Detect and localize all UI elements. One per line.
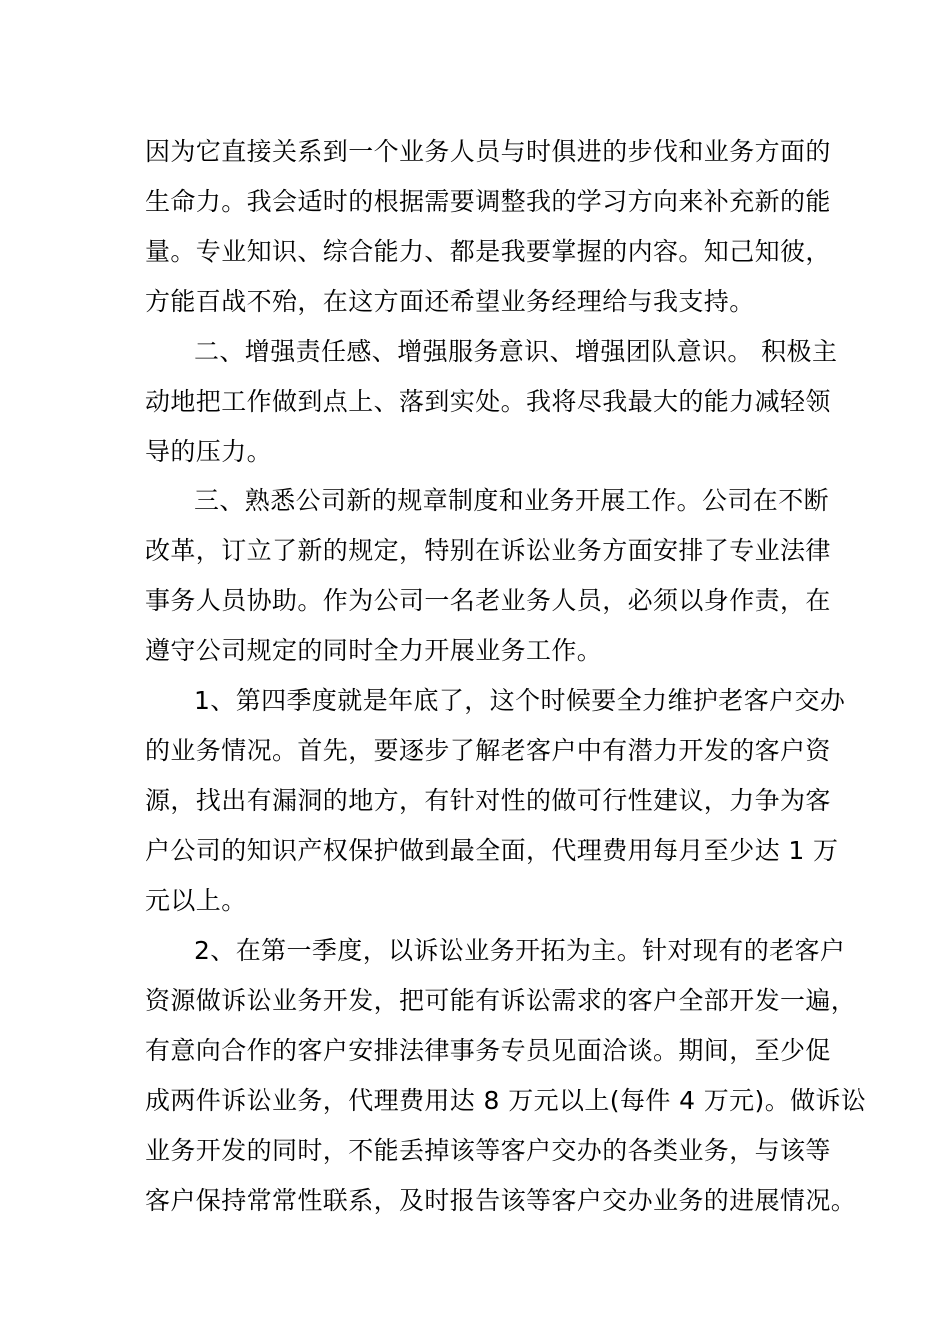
text-line: 改革，订立了新的规定，特别在诉讼业务方面安排了专业法律 bbox=[145, 536, 831, 565]
text-line: 量。专业知识、综合能力、都是我要掌握的内容。知己知彼， bbox=[145, 237, 831, 266]
text-line: 有意向合作的客户安排法律事务专员见面洽谈。期间，至少促 bbox=[145, 1036, 831, 1065]
text-line: 的业务情况。首先，要逐步了解老客户中有潜力开发的客户资 bbox=[145, 736, 831, 765]
text-line: 源，找出有漏洞的地方，有针对性的做可行性建议，力争为客 bbox=[145, 786, 831, 815]
text-line: 因为它直接关系到一个业务人员与时俱进的步伐和业务方面的 bbox=[145, 137, 831, 166]
text-line: 导的压力。 bbox=[145, 437, 273, 466]
text-line: 成两件诉讼业务，代理费用达 8 万元以上(每件 4 万元)。做诉讼 bbox=[145, 1086, 867, 1115]
text-line: 元以上。 bbox=[145, 886, 247, 915]
text-line: 生命力。我会适时的根据需要调整我的学习方向来补充新的能 bbox=[145, 187, 831, 216]
text-line: 户公司的知识产权保护做到最全面，代理费用每月至少达 1 万 bbox=[145, 836, 839, 865]
text-line: 动地把工作做到点上、落到实处。我将尽我最大的能力减轻领 bbox=[145, 387, 831, 416]
text-line: 事务人员协助。作为公司一名老业务人员，必须以身作责，在 bbox=[145, 586, 831, 615]
paragraph-start-line: 二、增强责任感、增强服务意识、增强团队意识。 积极主 bbox=[194, 337, 838, 366]
paragraph-start-line: 1、第四季度就是年底了，这个时候要全力维护老客户交办 bbox=[194, 686, 846, 715]
paragraph-start-line: 三、熟悉公司新的规章制度和业务开展工作。公司在不断 bbox=[194, 486, 830, 515]
text-line: 业务开发的同时，不能丢掉该等客户交办的各类业务，与该等 bbox=[145, 1136, 831, 1165]
paragraph-start-line: 2、在第一季度，以诉讼业务开拓为主。针对现有的老客户 bbox=[194, 936, 846, 965]
text-line: 资源做诉讼业务开发，把可能有诉讼需求的客户全部开发一遍， bbox=[145, 986, 857, 1015]
text-line: 遵守公司规定的同时全力开展业务工作。 bbox=[145, 636, 603, 665]
text-line: 客户保持常常性联系，及时报告该等客户交办业务的进展情况。 bbox=[145, 1186, 857, 1215]
text-line: 方能百战不殆，在这方面还希望业务经理给与我支持。 bbox=[145, 287, 755, 316]
